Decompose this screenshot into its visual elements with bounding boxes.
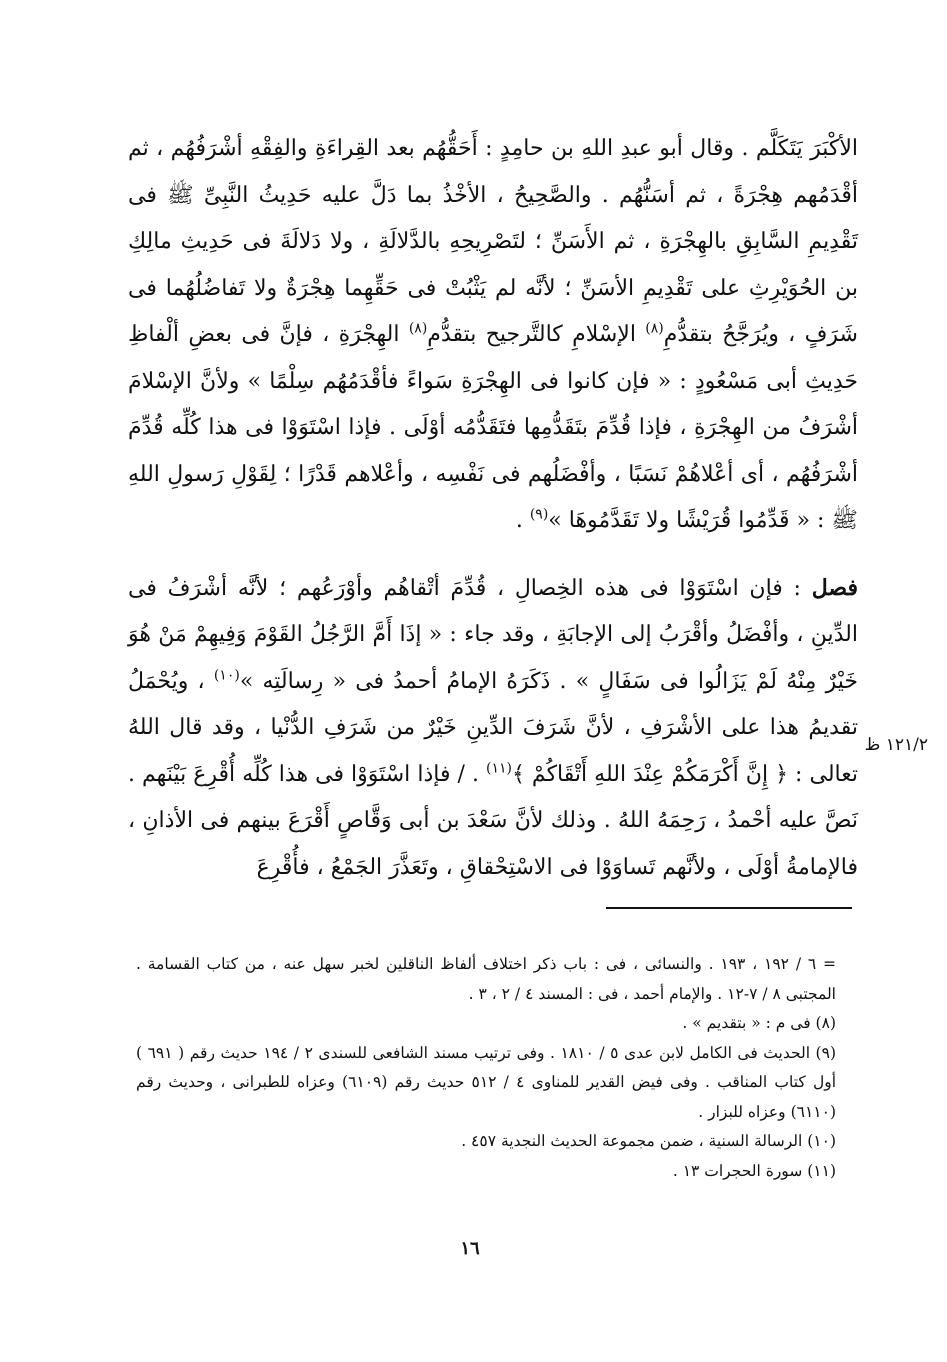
footnote-ref: (١١) [486,760,512,777]
text-run: . [515,508,530,533]
footnote-ref: (٨) [408,320,428,337]
footnotes [136,950,836,1186]
paragraph [128,126,858,545]
paragraph-gap [128,545,858,565]
text-run: الإسْلامِ كالتَّرجيح بتقدُّمِ [427,322,646,347]
footnote-ref: (٩) [529,506,549,523]
paragraph [128,565,858,892]
footnote-ref: (١٠) [213,667,240,684]
footnote: (١٠) الرسالة السنية ، ضمن مجموعة الحديث النجدية ٤٥٧ . [461,1132,836,1150]
margin-page-marker: ١٢١/٢ ظ [864,735,928,755]
footnote: (١١) سورة الحجرات ١٣ . [672,1161,836,1180]
text-run: : فإن اسْتَوَوْا فى هذه الخِصالِ ، قُدِّمَ أتْقاهُم وأوْرَعُهم ؛ لأنَّه أشْرَفُ فى الدِّينِ ، وأفْضَلُ وأقْرَبُ إلى الإجابَةِ ، وقد جاء : « إذَا أَمَّ الرَّجُلُ القَوْمَ وَفِيهِمْ مَنْ هُوَ خَيْرٌ مِنْهُ لَمْ يَزَالُوا فى سَفَالٍ » . ذَكَرَهُ الإمامُ أحمدُ فى « رِسالَتِه » [128,575,858,694]
footnote: = ٦ / ١٩٢ ، ١٩٣ . والنسائى ، فى : باب ذكر اختلاف ألفاظ الناقلين لخبر سهل عنه ، من كتاب القسامة . المجتبى ٨ / ٧-١٢ . والإمام أحمد ، فى : المسند ٤ / ٢ ، ٣ . [136,955,836,1003]
text-run: ، ويُحْمَلُ تقديمُ هذا على الأشْرَفِ ، لأنَّ شَرَفَ الدِّينِ خَيْرٌ من شَرَفِ الدُّنْيا ، وقد قال اللهُ تعالى : ﴿ إِنَّ أَكْرَمَكُمْ عِنْدَ اللهِ أَتْقَاكُمْ ﴾ [128,668,858,787]
footnote-ref: (٨) [645,320,664,337]
section-heading: فصل [811,574,858,601]
page-number: ١٦ [460,1238,480,1259]
text-run: الهِجْرَةِ ، فإنَّ فى بعضِ ألْفاظِ حَدِيثِ أبى مَسْعُودٍ : « فإن كانوا فى الهِجْرَةِ سَواءً فأقْدَمُهُم سِلْمًا » ولأنَّ الإسْلامَ أشْرَفُ من الهِجْرَةِ ، فإذا قُدِّمَ بتَقَدُّمِها فتَقَدُّمُه أوْلَى . فإذا اسْتَوَوْا فى هذا كُلِّه قُدِّمَ أشْرَفُهُم ، أى أعْلاهُمْ نَسَبًا ، وأفْضَلُهم فى نَفْسِه ، وأعْلاهم قَدْرًا ؛ لِقَوْلِ رَسولِ اللهِ ﷺ : « قَدِّمُوا قُرَيْشًا ولا تَقَدَّمُوهَا » [128,322,859,533]
footnote: (٩) الحديث فى الكامل لابن عدى ٥ / ١٨١٠ . وفى ترتيب مسند الشافعى للسندى ٢ / ١٩٤ حديث رقم ( ٦٩١ ) أول كتاب المناقب . وفى فيض القدير للمناوى ٤ / ٥١٢ حديث رقم (٦١٠٩) وعزاه للطبرانى ، وحديث رقم (٦١١٠) وعزاه للبزار . [136,1043,837,1121]
footnote: (٨) فى م : « بتقديم » . [682,1014,836,1032]
text-run: الأكْبَرَ يَتَكَلَّم . وقال أبو عبدِ اللهِ بن حامِدٍ : أَحَقُّهُم بعد القِراءَةِ والفِقْهِ أشْرَفُهُم ، ثم أقْدَمُهم هِجْرَةً ، ثم أسَنُّهُم . والصَّحِيحُ ، الأخْذُ بما دَلَّ عليه حَدِيثُ النَّبِىِّ ﷺ فى تَقْدِيمِ السَّابِقِ بالهِجْرَةِ ، ثم الأَسَنِّ ؛ لتَصْرِيحِهِ بالدَّلالَةِ ، ولا دَلالَةَ فى حَدِيثِ مالِكِ بن الحُوَيْرِثِ على تَقْدِيمِ الأسَنِّ ؛ لأنَّه لم يَثْبُتْ فى حَقِّهِما هِجْرَةٌ ولا تَفاضُلُهُما فى شَرَفٍ ، ويُرَجَّحُ بتقدُّمِ [128,136,858,347]
text-run: . / فإذا اسْتَوَوْا فى هذا كُلِّه أُقْرِعَ بَيْنَهم . نَصَّ عليه أحْمدُ ، رَحِمَهُ اللهُ . وذلك لأنَّ سَعْدَ بن أبى وَقَّاصٍ أَقْرَعَ بينهم فى الأذانِ ، فالإمامةُ أوْلَى ، ولأنَّهم تَساوَوْا فى الاسْتِحْقاقِ ، وتَعَذَّرَ الجَمْعُ ، فأُقْرِعَ [128,761,858,880]
footnote-separator [606,907,852,909]
main-text [128,126,858,891]
